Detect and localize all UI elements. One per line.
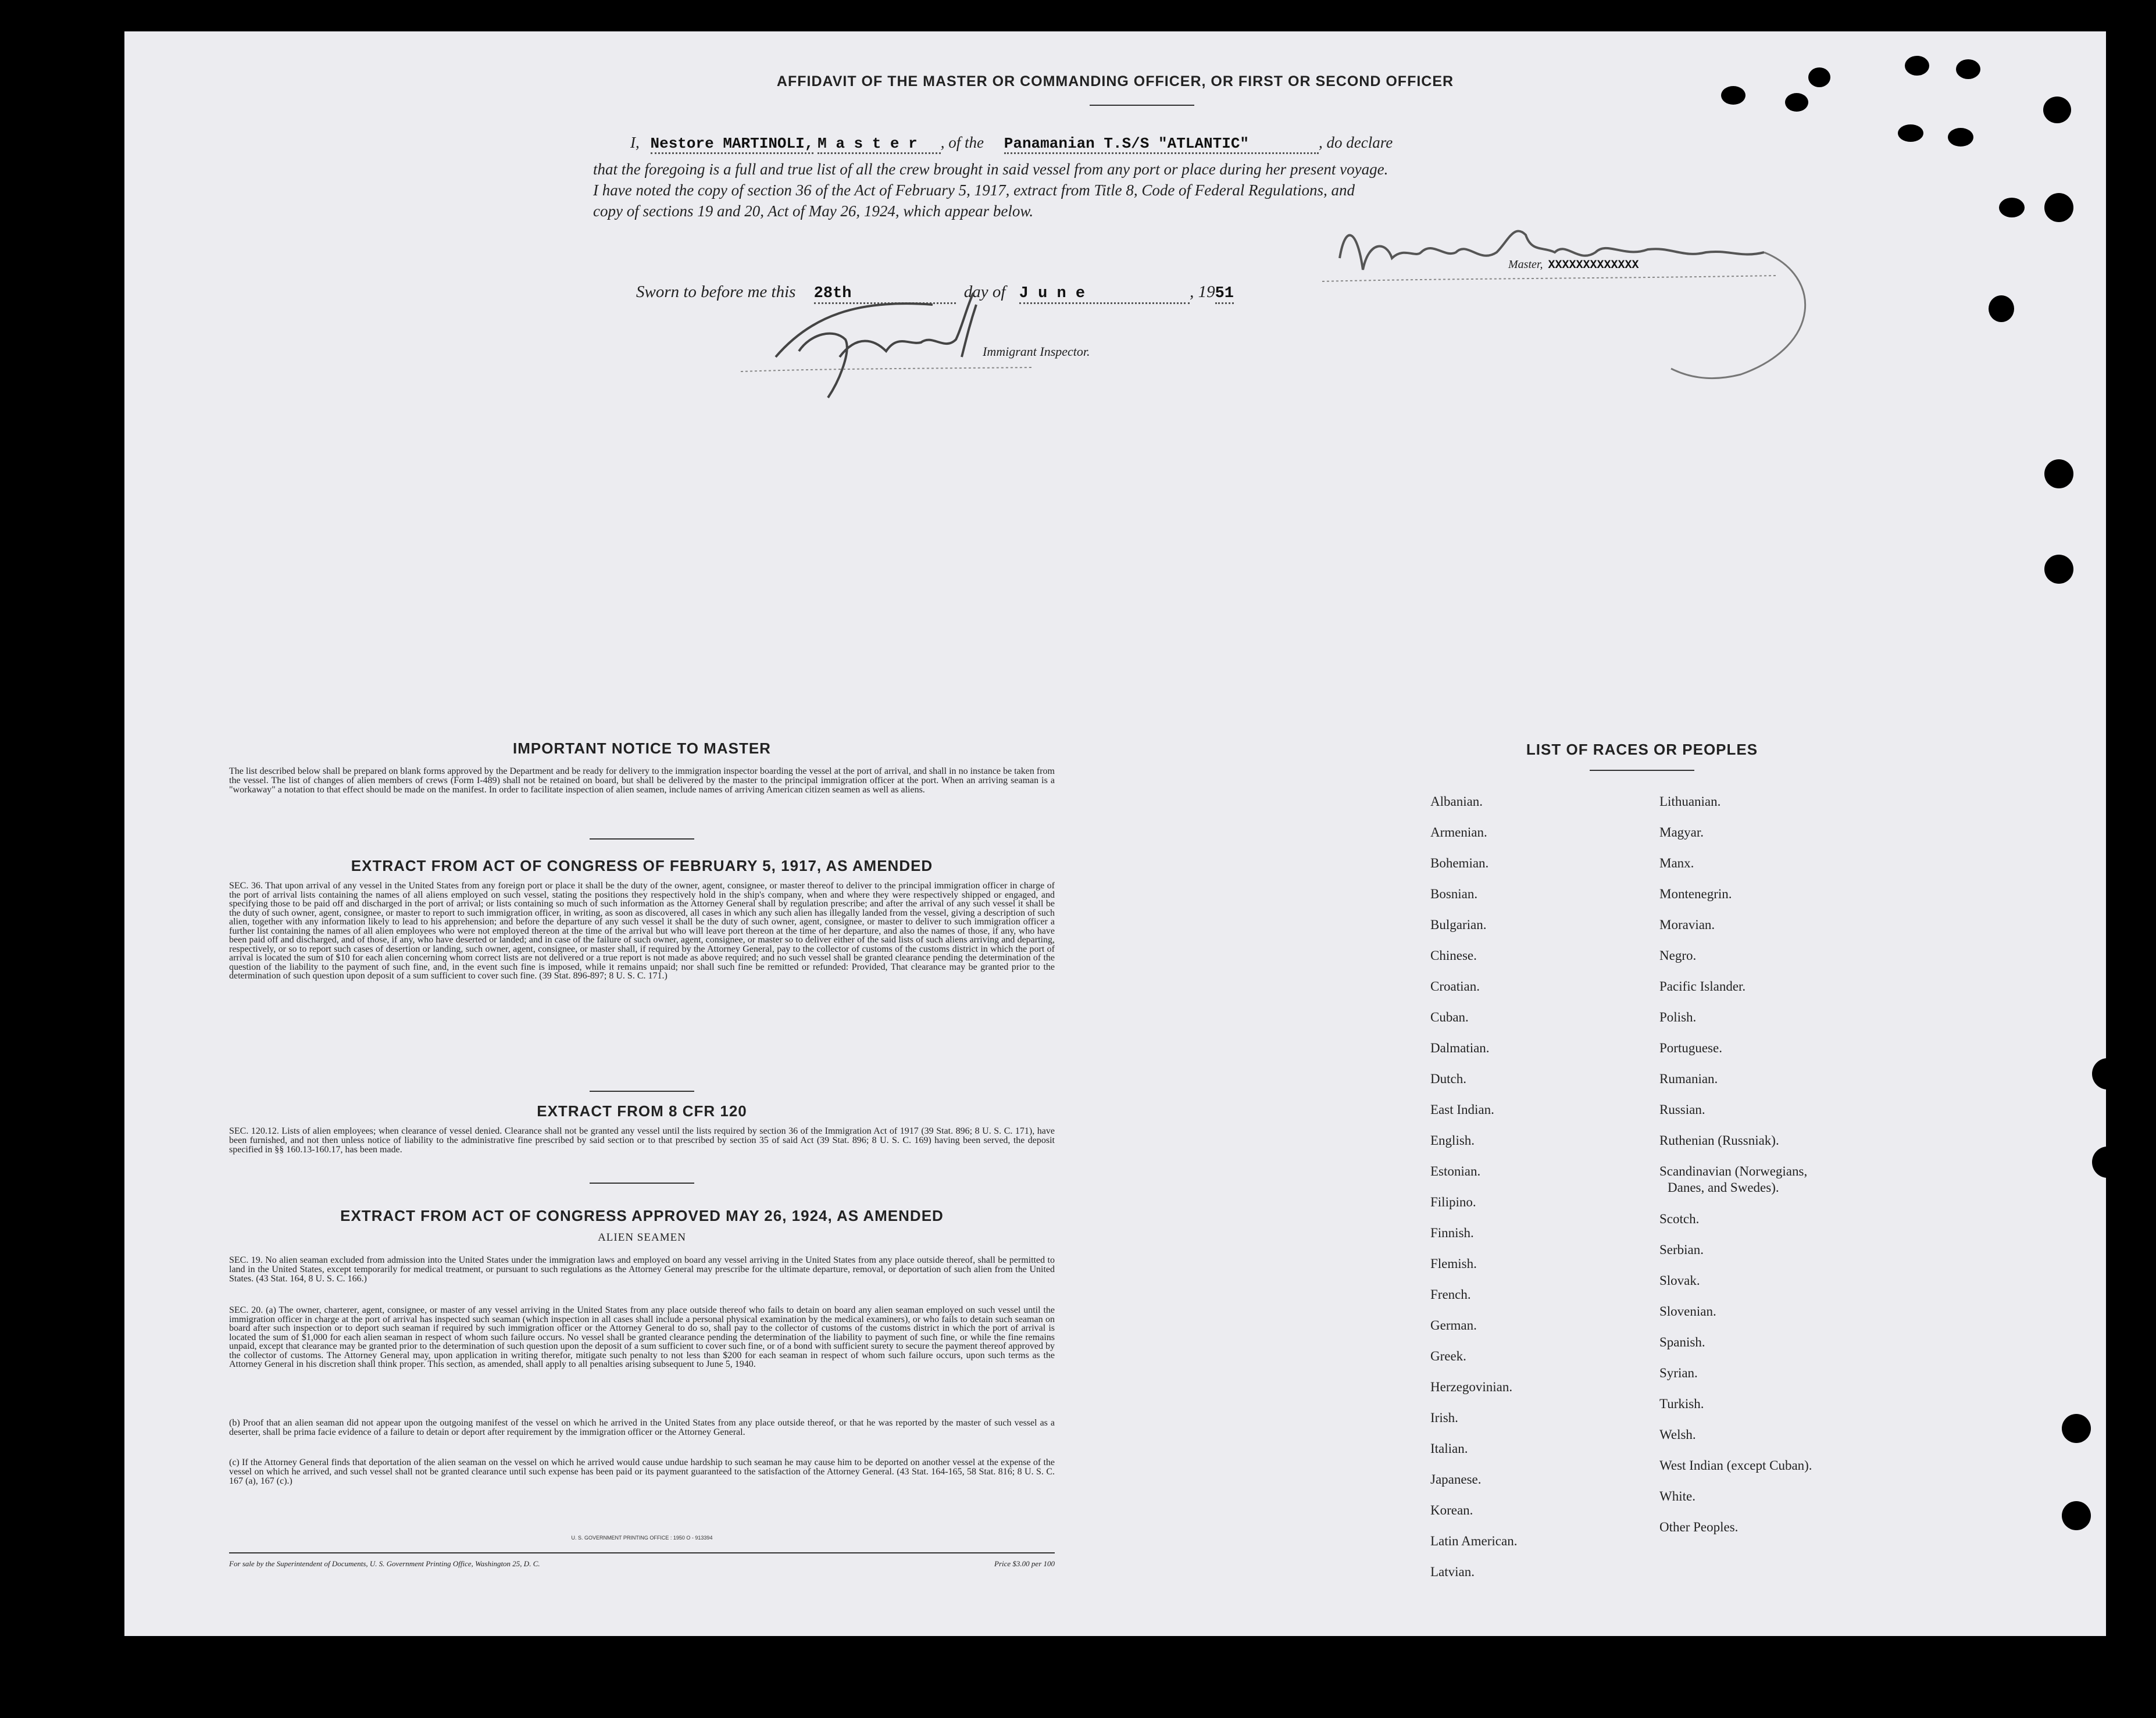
race-item: Greek. <box>1430 1349 1466 1363</box>
race-item: Bohemian. <box>1430 856 1489 870</box>
race-item: Bosnian. <box>1430 887 1478 901</box>
race-item: Albanian. <box>1430 794 1483 809</box>
races-title: LIST OF RACES OR PEOPLES <box>1526 741 1758 758</box>
notice-title: IMPORTANT NOTICE TO MASTER <box>513 740 771 757</box>
master-rank: M a s t e r <box>818 135 941 154</box>
race-item: English. <box>1430 1133 1475 1148</box>
race-item: German. <box>1430 1318 1477 1333</box>
race-item: Syrian. <box>1659 1366 1698 1380</box>
extract-cfr-text: SEC. 120.12. Lists of alien employees; when clearance of vessel denied. Clearance shall not be granted any vessel until the lists required by section 36 of the Immigration Act of 1917 (39 Stat. 896; 8 U. S. C. 171), have been furnished, and not then unless notice of liability to the administrative fine prescribed by said section or to that prescribed by section 35 of said Act (39 Stat. 896; 8 U. S. C. 169) having been served, the deposit specified in §§ 160.13-160.17, has been made. <box>229 1126 1055 1155</box>
sworn-year: 51 <box>1215 285 1234 304</box>
race-item: Magyar. <box>1659 825 1704 840</box>
race-item: Polish. <box>1659 1010 1697 1024</box>
for-sale-text: For sale by the Superintendent of Documents, U. S. Government Printing Office, Washington 25, D. C. <box>229 1559 540 1568</box>
race-item: Turkish. <box>1659 1396 1704 1411</box>
master-signature <box>1322 206 1846 386</box>
extract-cfr-title: EXTRACT FROM 8 CFR 120 <box>537 1102 747 1120</box>
master-struck-text: XXXXXXXXXXXXX <box>1548 259 1639 272</box>
race-item: Spanish. <box>1659 1335 1705 1349</box>
punch-hole <box>2092 1146 2123 1178</box>
race-item: French. <box>1430 1287 1471 1302</box>
footer-rule <box>229 1552 1055 1553</box>
race-item: Rumanian. <box>1659 1071 1718 1086</box>
punch-hole <box>2044 459 2073 488</box>
race-item: Herzegovinian. <box>1430 1380 1513 1394</box>
section-19-text: SEC. 19. No alien seaman excluded from admission into the United States under the immigration laws and employed on board any vessel arriving in the United States from any place outside thereof, shall be permitted to land in the United States, except temporarily for medical treatment, or pursuant to such regulations as the Attorney General may prescribe for the ultimate departure, removal, or deportation of such alien from the United States. (43 Stat. 164, 8 U. S. C. 166.) <box>229 1255 1055 1284</box>
race-item: Montenegrin. <box>1659 887 1732 901</box>
punch-hole <box>1898 124 1923 142</box>
affidavit-line-4: copy of sections 19 and 20, Act of May 26, 1924, which appear below. <box>593 202 1034 220</box>
master-name: Nestore MARTINOLI, <box>651 135 814 154</box>
punch-hole <box>2092 1058 2123 1090</box>
race-item: Moravian. <box>1659 917 1715 932</box>
race-item: Other Peoples. <box>1659 1520 1739 1534</box>
race-item: West Indian (except Cuban). <box>1659 1458 1812 1473</box>
section-20a-text: SEC. 20. (a) The owner, charterer, agent, consignee, or master of any vessel arriving in the United States from any place outside thereof who fails to detain on board any alien seaman employed on such vessel until the immigration officer in charge at the port of arrival has inspected such seaman (which inspection in all cases shall include a personal physical examination by the medical examiners), or who fails to detain such seaman on board after such inspection or to deport such seaman if required by such immigration officer or the Attorney General to do so, shall pay to the collector of customs of the customs district in which the port of arrival is located the sum of $1,000 for each alien seaman in respect of whom such failure occurs. No vessel shall be granted clearance pending the determination of the liability to payment of such fine, or while the fine remains unpaid, except that clearance may be granted prior to the determination of such question upon the deposit of a sum sufficient to cover such fine, or of a bond with sufficient surety to secure the payment thereof approved by the collector of customs. The Attorney General may, upon application in writing therefor, mitigate such penalty to not less than $200 for each seaman in respect of whom such failure occurs, upon such terms as the Attorney General in his discretion shall think proper. This section, as amended, shall apply to all penalties arising subsequent to June 5, 1940. <box>229 1305 1055 1369</box>
race-item: Welsh. <box>1659 1427 1696 1442</box>
document-page <box>124 31 2106 1636</box>
extract-cfr-rule <box>590 1183 694 1184</box>
of-the-text: , of the <box>940 134 984 151</box>
race-item: Danes, and Swedes). <box>1668 1180 1779 1195</box>
race-item: Armenian. <box>1430 825 1487 840</box>
race-item: Pacific Islander. <box>1659 979 1746 994</box>
section-20c-text: (c) If the Attorney General finds that deportation of the alien seaman on the vessel on which he arrived would cause undue hardship to such seaman he may cause him to be deported on another vessel at the expense of the vessel on which he arrived, and such vessel shall not be granted clearance until such expense has been paid or its payment guaranteed to the satisfaction of the Attorney General. (43 Stat. 164-165, 58 Stat. 816; 8 U. S. C. 167 (a), 167 (c).) <box>229 1458 1055 1486</box>
gpo-line: U. S. GOVERNMENT PRINTING OFFICE : 1950 O - 913394 <box>571 1535 713 1541</box>
race-item: Chinese. <box>1430 948 1477 963</box>
title-rule <box>1090 105 1194 106</box>
sworn-text: Sworn to before me this <box>636 283 796 301</box>
sworn-month: J u n e <box>1019 285 1190 304</box>
race-item: Russian. <box>1659 1102 1705 1117</box>
affidavit-line-2: that the foregoing is a full and true list of all the crew brought in said vessel from any port or place during her present voyage. <box>593 160 1388 178</box>
race-item: Estonian. <box>1430 1164 1481 1178</box>
race-item: Italian. <box>1430 1441 1468 1456</box>
punch-hole <box>2062 1501 2091 1530</box>
punch-hole <box>2044 193 2073 222</box>
price-text: Price $3.00 per 100 <box>994 1559 1055 1568</box>
punch-hole <box>1905 56 1929 76</box>
notice-rule <box>590 838 694 840</box>
race-item: Filipino. <box>1430 1195 1476 1209</box>
race-item: Cuban. <box>1430 1010 1469 1024</box>
pronoun-i: I, <box>630 134 640 151</box>
punch-hole <box>1989 295 2014 322</box>
punch-hole <box>2043 97 2071 123</box>
inspector-signature <box>741 270 1043 403</box>
vessel-name: Panamanian T.S/S "ATLANTIC" <box>1004 135 1319 154</box>
affidavit-line-1 <box>630 134 1393 152</box>
punch-hole <box>1721 86 1745 105</box>
race-item: Serbian. <box>1659 1242 1704 1257</box>
extract-1917-rule <box>590 1091 694 1092</box>
race-item: Slovenian. <box>1659 1304 1716 1319</box>
master-label: Master, <box>1508 258 1543 271</box>
race-item: Bulgarian. <box>1430 917 1487 932</box>
punch-hole <box>2062 1414 2091 1443</box>
race-item: Scandinavian (Norwegians, <box>1659 1164 1808 1178</box>
race-item: Ruthenian (Russniak). <box>1659 1133 1779 1148</box>
race-item: Slovak. <box>1659 1273 1700 1288</box>
race-item: Latin American. <box>1430 1534 1518 1548</box>
race-item: Irish. <box>1430 1410 1458 1425</box>
race-item: Croatian. <box>1430 979 1480 994</box>
punch-hole <box>1785 93 1808 112</box>
do-declare-text: , do declare <box>1319 134 1393 151</box>
race-item: Portuguese. <box>1659 1041 1722 1055</box>
race-item: Scotch. <box>1659 1212 1700 1226</box>
inspector-label: Immigrant Inspector. <box>983 344 1090 359</box>
extract-1917-title: EXTRACT FROM ACT OF CONGRESS OF FEBRUARY 5, 1917, AS AMENDED <box>351 857 933 874</box>
day-of-text: day of <box>963 283 1006 301</box>
race-item: Latvian. <box>1430 1565 1475 1579</box>
master-label-row <box>1508 258 1639 272</box>
extract-1924-title: EXTRACT FROM ACT OF CONGRESS APPROVED MAY 26, 1924, AS AMENDED <box>340 1207 944 1224</box>
extract-1917-text: SEC. 36. That upon arrival of any vessel in the United States from any foreign port or place it shall be the duty of the owner, agent, consignee, or master thereof to deliver to the principal immigration officer in charge of the port of arrival lists containing the names of all aliens employed on such vessel, stating the positions they respectively hold in the ship's company, when and where they were respectively shipped or engaged, and specifying those to be paid off and discharged in the port of arrival; or lists containing so much of such information as the Attorney General shall by regulation prescribe; and after the arrival of any such vessel it shall be the duty of such owner, agent, consignee, or master to report to such immigration officer, in writing, as soon as discovered, all cases in which any such alien has illegally landed from the vessel, giving a description of such alien, together with any information likely to lead to his apprehension; and before the departure of any such vessel it shall be the duty of such owner, agent, consignee, or master to deliver to such immigration officer a further list containing the names of all alien employees who were not employed thereon at the time of the arrival but who will leave port thereon at the time of her departure, and also the names of those, if any, who have been paid off and discharged, and of those, if any, who have deserted or landed; and in case of the failure of such owner, agent, consignee, or master so to deliver either of the said lists of such aliens arriving and departing, respectively, or so to report such cases of desertion or landing, such owner, agent, consignee, or master shall, if required by the Attorney General, pay to the collector of customs of the customs district in which the port of arrival is located the sum of $10 for each alien concerning whom correct lists are not delivered or a true report is not made as above required; and no such vessel shall be granted clearance pending the determination of the question of the liability to the payment of such fine, and, in the event such fine is imposed, while it remains unpaid; nor shall such fine be remitted or refunded: Provided, That clearance may be granted prior to the determination of such question upon deposit of a sum sufficient to cover such fine. (39 Stat. 896-897; 8 U. S. C. 171.) <box>229 881 1055 981</box>
punch-hole <box>1948 128 1973 147</box>
race-item: East Indian. <box>1430 1102 1494 1117</box>
race-item: Japanese. <box>1430 1472 1482 1487</box>
affidavit-line-3: I have noted the copy of section 36 of the Act of February 5, 1917, extract from Title 8, Code of Federal Regulations, and <box>593 181 1355 199</box>
footer-row <box>229 1559 1055 1569</box>
races-rule <box>1590 770 1694 771</box>
punch-hole <box>1956 59 1980 79</box>
sworn-day: 28th <box>814 285 956 304</box>
section-20b-text: (b) Proof that an alien seaman did not appear upon the outgoing manifest of the vessel on which he arrived in the United States from any place outside thereof, or that he was reported by the master of such vessel as a deserter, shall be prima facie evidence of a failure to detain or deport after requirement by the immigration officer or the Attorney General. <box>229 1418 1055 1437</box>
year-prefix: , 19 <box>1190 283 1215 301</box>
race-item: Dalmatian. <box>1430 1041 1490 1055</box>
race-item: Korean. <box>1430 1503 1473 1517</box>
race-item: Flemish. <box>1430 1256 1477 1271</box>
affidavit-title: AFFIDAVIT OF THE MASTER OR COMMANDING OFFICER, OR FIRST OR SECOND OFFICER <box>776 73 1454 90</box>
notice-text: The list described below shall be prepared on blank forms approved by the Department and be ready for delivery to the immigration inspector boarding the vessel at the port of arrival, and shall in no instance be taken from the vessel. The list of changes of alien members of crews (Form I-489) shall not be retained on board, but shall be delivered by the master to the principal immigration officer at the port. When an arriving seaman is a "workaway" a notation to that effect should be made on the manifest. In order to facilitate inspection of alien seamen, include names of arriving American citizen seamen as well as aliens. <box>229 766 1055 795</box>
punch-hole <box>1999 198 2025 217</box>
race-item: White. <box>1659 1489 1695 1503</box>
race-item: Dutch. <box>1430 1071 1466 1086</box>
race-item: Negro. <box>1659 948 1697 963</box>
extract-1924-subtitle: ALIEN SEAMEN <box>598 1231 686 1244</box>
punch-hole <box>2044 555 2073 584</box>
race-item: Lithuanian. <box>1659 794 1721 809</box>
punch-hole <box>1808 67 1830 87</box>
race-item: Manx. <box>1659 856 1694 870</box>
race-item: Finnish. <box>1430 1226 1474 1240</box>
